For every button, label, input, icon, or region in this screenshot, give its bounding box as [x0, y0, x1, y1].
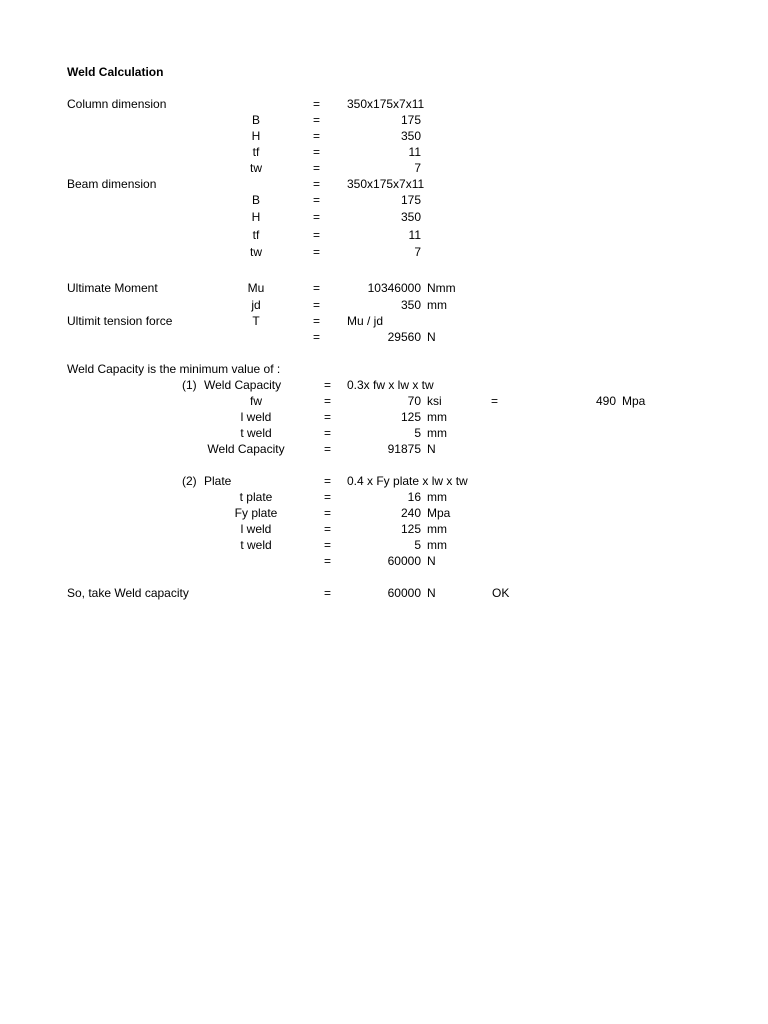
weld-tweld-unit: mm: [427, 426, 447, 440]
tplate-value: 16: [407, 490, 421, 504]
plate-eq: =: [324, 474, 332, 488]
plate-tweld-eq: =: [324, 538, 332, 552]
conclusion-unit: N: [427, 586, 436, 600]
beam-eq: =: [313, 177, 321, 191]
column-tw-eq: =: [313, 161, 321, 175]
beam-value: 350x175x7x11: [347, 177, 425, 191]
tension-formula: Mu / jd: [347, 314, 384, 328]
column-b-eq: =: [313, 113, 321, 127]
plate-tweld-value: 5: [414, 538, 421, 552]
tension-symbol: T: [252, 314, 260, 328]
beam-h-value: 350: [400, 210, 421, 224]
weld-result-value: 91875: [387, 442, 421, 456]
plate-label: Plate: [204, 474, 232, 488]
beam-b-symbol: B: [251, 193, 260, 207]
column-b-symbol: B: [251, 113, 260, 127]
plate-result-value: 60000: [387, 554, 421, 568]
fw-converted-value: 490: [595, 394, 616, 408]
fy-unit: Mpa: [427, 506, 451, 520]
conclusion-status: OK: [492, 586, 510, 600]
column-tf-eq: =: [313, 145, 321, 159]
weld-result-eq: =: [324, 442, 332, 456]
beam-tw-eq: =: [313, 245, 321, 259]
fw-converted-unit: Mpa: [622, 394, 646, 408]
column-h-eq: =: [313, 129, 321, 143]
beam-label: Beam dimension: [67, 177, 157, 191]
tplate-unit: mm: [427, 490, 447, 504]
conclusion-eq: =: [324, 586, 332, 600]
fw-unit: ksi: [427, 394, 442, 408]
weld-eq: =: [324, 378, 332, 392]
column-tf-value: 11: [408, 145, 421, 159]
beam-b-value: 175: [400, 193, 421, 207]
weld-result-symbol: Weld Capacity: [207, 442, 285, 456]
weld-tweld-eq: =: [324, 426, 332, 440]
column-tw-value: 7: [414, 161, 421, 175]
plate-lweld-symbol: l weld: [240, 522, 272, 536]
jd-symbol: jd: [251, 298, 261, 312]
weld-lweld-value: 125: [400, 410, 421, 424]
beam-tw-symbol: tw: [250, 245, 262, 259]
column-tf-symbol: tf: [252, 145, 260, 159]
beam-tf-value: 11: [408, 228, 421, 242]
tension-value: 29560: [387, 330, 421, 344]
fw-value: 70: [407, 394, 421, 408]
weld-number: (1): [182, 378, 197, 392]
conclusion-label: So, take Weld capacity: [67, 586, 189, 600]
beam-h-eq: =: [313, 210, 321, 224]
plate-formula: 0.4 x Fy plate x lw x tw: [347, 474, 468, 488]
page-title: Weld Calculation: [67, 65, 164, 79]
column-label: Column dimension: [67, 97, 167, 111]
plate-number: (2): [182, 474, 197, 488]
plate-lweld-eq: =: [324, 522, 332, 536]
moment-eq: =: [313, 281, 321, 295]
column-b-value: 175: [400, 113, 421, 127]
column-tw-symbol: tw: [250, 161, 262, 175]
capacity-intro: Weld Capacity is the minimum value of :: [67, 362, 281, 376]
plate-tweld-symbol: t weld: [240, 538, 272, 552]
tplate-eq: =: [324, 490, 332, 504]
beam-tf-symbol: tf: [252, 228, 260, 242]
tension-result-eq: =: [313, 330, 321, 344]
column-value: 350x175x7x11: [347, 97, 425, 111]
beam-h-symbol: H: [251, 210, 261, 224]
fw-converted-eq: =: [491, 394, 499, 408]
beam-tw-value: 7: [414, 245, 421, 259]
moment-value: 10346000: [367, 281, 421, 295]
plate-lweld-unit: mm: [427, 522, 447, 536]
weld-lweld-eq: =: [324, 410, 332, 424]
fw-symbol: fw: [250, 394, 262, 408]
jd-eq: =: [313, 298, 321, 312]
weld-tweld-value: 5: [414, 426, 421, 440]
weld-lweld-unit: mm: [427, 410, 447, 424]
tension-label: Ultimit tension force: [67, 314, 173, 328]
weld-lweld-symbol: l weld: [240, 410, 272, 424]
column-h-symbol: H: [251, 129, 261, 143]
plate-result-eq: =: [324, 554, 332, 568]
conclusion-value: 60000: [387, 586, 421, 600]
plate-result-unit: N: [427, 554, 436, 568]
fy-symbol: Fy plate: [234, 506, 278, 520]
plate-lweld-value: 125: [400, 522, 421, 536]
tplate-symbol: t plate: [239, 490, 273, 504]
moment-symbol: Mu: [247, 281, 265, 295]
tension-eq: =: [313, 314, 321, 328]
fw-eq: =: [324, 394, 332, 408]
tension-unit: N: [427, 330, 436, 344]
jd-unit: mm: [427, 298, 447, 312]
plate-tweld-unit: mm: [427, 538, 447, 552]
column-h-value: 350: [400, 129, 421, 143]
weld-result-unit: N: [427, 442, 436, 456]
beam-b-eq: =: [313, 193, 321, 207]
weld-formula: 0.3x fw x lw x tw: [347, 378, 434, 392]
beam-tf-eq: =: [313, 228, 321, 242]
fy-value: 240: [400, 506, 421, 520]
moment-label: Ultimate Moment: [67, 281, 158, 295]
fy-eq: =: [324, 506, 332, 520]
weld-label: Weld Capacity: [204, 378, 282, 392]
weld-tweld-symbol: t weld: [240, 426, 272, 440]
column-eq: =: [313, 97, 321, 111]
moment-unit: Nmm: [427, 281, 456, 295]
jd-value: 350: [400, 298, 421, 312]
